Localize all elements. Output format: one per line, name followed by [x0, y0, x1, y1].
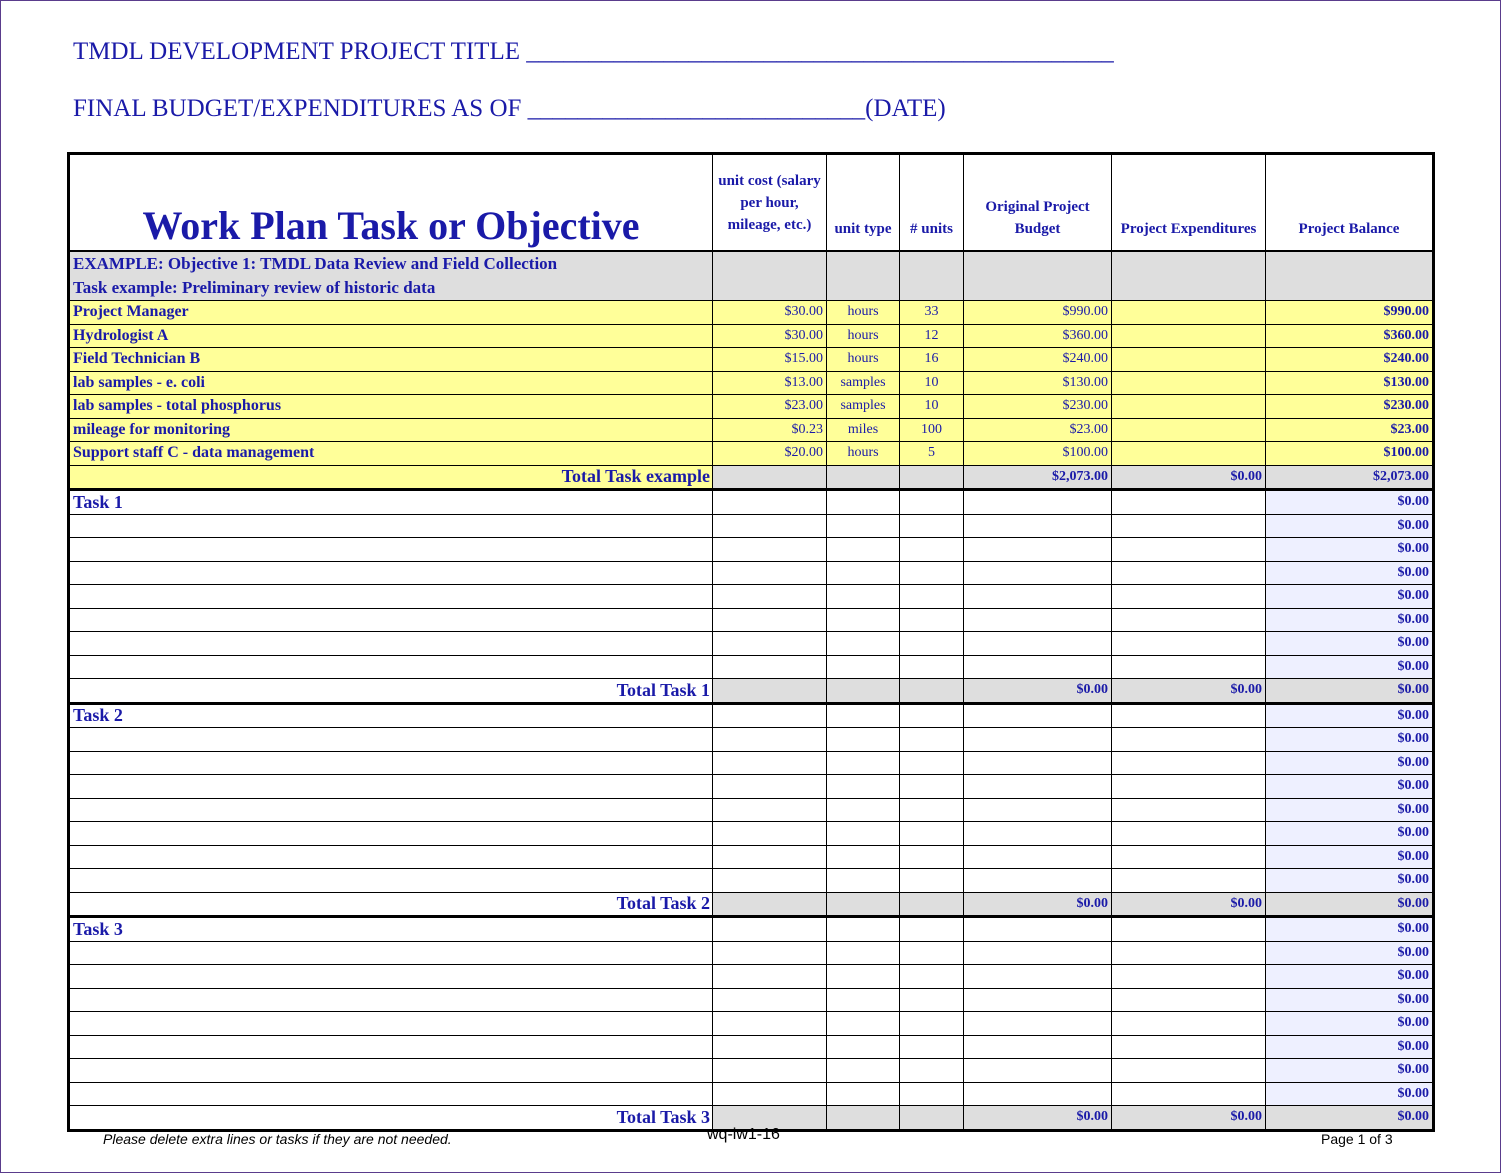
line-item-label[interactable]: [69, 514, 713, 538]
budget-cell[interactable]: [964, 514, 1112, 538]
line-item-label[interactable]: [69, 608, 713, 632]
line-item-label[interactable]: [69, 1059, 713, 1083]
budget-cell[interactable]: [964, 917, 1112, 942]
unit-type-cell[interactable]: [827, 988, 900, 1012]
expenditures-cell[interactable]: [1112, 965, 1266, 989]
table-row: [69, 301, 1434, 325]
balance-cell: $0.00: [1266, 1082, 1434, 1106]
line-item-label[interactable]: Project Manager: [69, 301, 713, 325]
expenditures-cell[interactable]: [1112, 585, 1266, 609]
units-cell[interactable]: [900, 751, 964, 775]
expenditures-cell[interactable]: [1112, 751, 1266, 775]
expenditures-cell[interactable]: [1112, 775, 1266, 799]
total-row: [69, 892, 1434, 917]
budget-cell: $360.00: [964, 324, 1112, 348]
units-cell[interactable]: 12: [900, 324, 964, 348]
unit-type-cell[interactable]: [827, 1082, 900, 1106]
line-item-label[interactable]: [69, 798, 713, 822]
units-cell[interactable]: [900, 514, 964, 538]
balance-cell: $0.00: [1266, 988, 1434, 1012]
table-row: [69, 348, 1434, 372]
unit-cost-cell[interactable]: [713, 1035, 827, 1059]
total-label: Total Task 3: [69, 1106, 713, 1131]
line-item-label[interactable]: Field Technician B: [69, 348, 713, 372]
empty-cell: [713, 465, 827, 490]
line-item-label[interactable]: lab samples - e. coli: [69, 371, 713, 395]
table-row: [69, 324, 1434, 348]
unit-cost-cell[interactable]: [713, 514, 827, 538]
line-item-label[interactable]: [69, 632, 713, 656]
units-cell[interactable]: [900, 538, 964, 562]
line-item-label[interactable]: Support staff C - data management: [69, 442, 713, 466]
balance-cell: $0.00: [1266, 490, 1434, 515]
task-heading-row: [69, 917, 1434, 942]
balance-cell: $0.00: [1266, 775, 1434, 799]
balance-cell: $0.00: [1266, 1035, 1434, 1059]
balance-cell: $360.00: [1266, 324, 1434, 348]
unit-type-cell[interactable]: [827, 703, 900, 728]
table-row: [69, 1082, 1434, 1106]
expenditures-cell[interactable]: [1112, 822, 1266, 846]
unit-type-cell[interactable]: [827, 869, 900, 893]
unit-type-cell[interactable]: [827, 561, 900, 585]
task-heading-row: [69, 490, 1434, 515]
total-row: [69, 465, 1434, 490]
unit-type-cell[interactable]: [827, 965, 900, 989]
unit-cost-cell[interactable]: [713, 798, 827, 822]
units-cell[interactable]: [900, 822, 964, 846]
empty-cell: [900, 465, 964, 490]
budget-cell[interactable]: [964, 869, 1112, 893]
line-item-label[interactable]: [69, 1012, 713, 1036]
empty-cell: [900, 679, 964, 704]
unit-cost-cell[interactable]: $30.00: [713, 301, 827, 325]
total-budget-cell: $0.00: [964, 679, 1112, 704]
unit-cost-cell[interactable]: [713, 490, 827, 515]
table-row: [69, 418, 1434, 442]
col-header-task: Work Plan Task or Objective: [69, 154, 713, 252]
line-item-label[interactable]: [69, 965, 713, 989]
empty-cell: [713, 679, 827, 704]
table-row: [69, 632, 1434, 656]
balance-cell: $0.00: [1266, 1012, 1434, 1036]
example-heading: [69, 251, 713, 301]
units-cell[interactable]: [900, 561, 964, 585]
total-expenditures-cell: $0.00: [1112, 465, 1266, 490]
budget-cell[interactable]: [964, 941, 1112, 965]
line-item-label[interactable]: mileage for monitoring: [69, 418, 713, 442]
expenditures-cell[interactable]: [1112, 703, 1266, 728]
unit-cost-cell[interactable]: $20.00: [713, 442, 827, 466]
line-item-label[interactable]: [69, 728, 713, 752]
task-label[interactable]: Task 1: [69, 490, 713, 515]
expenditures-cell[interactable]: [1112, 1059, 1266, 1083]
unit-cost-cell[interactable]: [713, 728, 827, 752]
total-label: Total Task example: [69, 465, 713, 490]
unit-cost-cell[interactable]: $23.00: [713, 395, 827, 419]
expenditures-cell[interactable]: [1112, 395, 1266, 419]
total-budget-cell: $2,073.00: [964, 465, 1112, 490]
expenditures-cell[interactable]: [1112, 538, 1266, 562]
unit-type-cell[interactable]: hours: [827, 324, 900, 348]
budget-table: [67, 152, 1435, 1132]
unit-type-cell[interactable]: hours: [827, 348, 900, 372]
budget-cell: $240.00: [964, 348, 1112, 372]
example-task: Task example: Preliminary review of historic data: [73, 278, 436, 297]
table-row: [69, 941, 1434, 965]
budget-cell: $130.00: [964, 371, 1112, 395]
line-item-label[interactable]: [69, 585, 713, 609]
balance-cell: $240.00: [1266, 348, 1434, 372]
total-label: Total Task 2: [69, 892, 713, 917]
units-cell[interactable]: [900, 1012, 964, 1036]
unit-type-cell[interactable]: [827, 845, 900, 869]
balance-cell: $23.00: [1266, 418, 1434, 442]
balance-cell: $230.00: [1266, 395, 1434, 419]
budget-cell[interactable]: [964, 1082, 1112, 1106]
balance-cell: $0.00: [1266, 561, 1434, 585]
units-cell[interactable]: [900, 917, 964, 942]
line-item-label[interactable]: [69, 751, 713, 775]
empty-cell: [827, 465, 900, 490]
units-cell[interactable]: [900, 585, 964, 609]
budget-cell[interactable]: [964, 1059, 1112, 1083]
total-budget-cell: $0.00: [964, 1106, 1112, 1131]
table-row: [69, 561, 1434, 585]
expenditures-cell[interactable]: [1112, 371, 1266, 395]
table-row: [69, 965, 1434, 989]
empty-cell: [900, 892, 964, 917]
unit-cost-cell[interactable]: [713, 965, 827, 989]
budget-cell: $230.00: [964, 395, 1112, 419]
units-cell[interactable]: 16: [900, 348, 964, 372]
units-cell[interactable]: [900, 703, 964, 728]
budget-cell[interactable]: [964, 798, 1112, 822]
empty-cell: [900, 1106, 964, 1131]
line-item-label[interactable]: lab samples - total phosphorus: [69, 395, 713, 419]
line-item-label[interactable]: [69, 1082, 713, 1106]
header-row: [69, 154, 1434, 252]
budget-cell[interactable]: [964, 608, 1112, 632]
total-budget-cell: $0.00: [964, 892, 1112, 917]
table-row: [69, 751, 1434, 775]
empty-cell: [827, 892, 900, 917]
expenditures-cell[interactable]: [1112, 941, 1266, 965]
table-row: [69, 1035, 1434, 1059]
table-row: [69, 988, 1434, 1012]
unit-type-cell[interactable]: [827, 775, 900, 799]
expenditures-cell[interactable]: [1112, 418, 1266, 442]
balance-cell: $0.00: [1266, 845, 1434, 869]
table-row: [69, 538, 1434, 562]
unit-type-cell[interactable]: [827, 514, 900, 538]
example-header-row: [69, 251, 1434, 301]
balance-cell: $0.00: [1266, 585, 1434, 609]
unit-cost-cell[interactable]: [713, 1059, 827, 1083]
unit-cost-cell[interactable]: [713, 869, 827, 893]
units-cell[interactable]: [900, 655, 964, 679]
line-item-label[interactable]: [69, 845, 713, 869]
empty-cell: [827, 679, 900, 704]
unit-cost-cell[interactable]: [713, 941, 827, 965]
balance-cell: $0.00: [1266, 1059, 1434, 1083]
balance-cell: $0.00: [1266, 822, 1434, 846]
budget-cell: $100.00: [964, 442, 1112, 466]
col-header-unit-cost: unit cost (salary per hour, mileage, etc.): [713, 154, 827, 252]
unit-type-cell[interactable]: [827, 941, 900, 965]
table-row: [69, 1059, 1434, 1083]
unit-cost-cell[interactable]: [713, 845, 827, 869]
balance-cell: $100.00: [1266, 442, 1434, 466]
units-cell[interactable]: [900, 845, 964, 869]
budget-date-line: FINAL BUDGET/EXPENDITURES AS OF ___________________________(DATE): [73, 95, 946, 122]
line-item-label[interactable]: [69, 941, 713, 965]
unit-cost-cell[interactable]: [713, 775, 827, 799]
unit-type-cell[interactable]: [827, 655, 900, 679]
budget-cell[interactable]: [964, 775, 1112, 799]
budget-cell[interactable]: [964, 728, 1112, 752]
budget-cell[interactable]: [964, 490, 1112, 515]
unit-cost-cell[interactable]: [713, 1012, 827, 1036]
units-cell[interactable]: [900, 775, 964, 799]
balance-cell: $0.00: [1266, 608, 1434, 632]
budget-cell: $23.00: [964, 418, 1112, 442]
budget-cell[interactable]: [964, 822, 1112, 846]
expenditures-cell[interactable]: [1112, 988, 1266, 1012]
col-header-expenditures: Project Expenditures: [1112, 154, 1266, 252]
col-header-budget: Original Project Budget: [964, 154, 1112, 252]
unit-type-cell[interactable]: hours: [827, 442, 900, 466]
budget-cell[interactable]: [964, 965, 1112, 989]
total-expenditures-cell: $0.00: [1112, 892, 1266, 917]
budget-cell[interactable]: [964, 561, 1112, 585]
units-cell[interactable]: [900, 941, 964, 965]
expenditures-cell[interactable]: [1112, 632, 1266, 656]
table-row: [69, 395, 1434, 419]
units-cell[interactable]: [900, 869, 964, 893]
line-item-label[interactable]: [69, 538, 713, 562]
table-row: [69, 655, 1434, 679]
unit-type-cell[interactable]: [827, 490, 900, 515]
line-item-label[interactable]: [69, 869, 713, 893]
expenditures-cell[interactable]: [1112, 324, 1266, 348]
project-title-line: TMDL DEVELOPMENT PROJECT TITLE _______________________________________________: [73, 38, 1114, 65]
task-heading-row: [69, 703, 1434, 728]
balance-cell: $0.00: [1266, 538, 1434, 562]
unit-cost-cell[interactable]: $13.00: [713, 371, 827, 395]
total-balance-cell: $2,073.00: [1266, 465, 1434, 490]
unit-cost-cell[interactable]: [713, 538, 827, 562]
unit-cost-cell[interactable]: [713, 585, 827, 609]
units-cell[interactable]: 100: [900, 418, 964, 442]
units-cell[interactable]: [900, 728, 964, 752]
budget-cell[interactable]: [964, 655, 1112, 679]
table-row: [69, 822, 1434, 846]
footer-form-code: wq-iw1-16: [707, 1126, 780, 1143]
unit-type-cell[interactable]: [827, 632, 900, 656]
unit-type-cell[interactable]: [827, 1059, 900, 1083]
task-label[interactable]: Task 3: [69, 917, 713, 942]
budget-cell[interactable]: [964, 585, 1112, 609]
footer-page-number: Page 1 of 3: [1321, 1131, 1393, 1147]
balance-cell: $130.00: [1266, 371, 1434, 395]
budget-cell[interactable]: [964, 1035, 1112, 1059]
unit-type-cell[interactable]: samples: [827, 371, 900, 395]
table-row: [69, 798, 1434, 822]
total-label: Total Task 1: [69, 679, 713, 704]
table-row: [69, 608, 1434, 632]
table-row: [69, 371, 1434, 395]
units-cell[interactable]: [900, 1082, 964, 1106]
total-row: [69, 679, 1434, 704]
line-item-label[interactable]: Hydrologist A: [69, 324, 713, 348]
expenditures-cell[interactable]: [1112, 608, 1266, 632]
budget-cell: $990.00: [964, 301, 1112, 325]
unit-type-cell[interactable]: [827, 538, 900, 562]
budget-cell[interactable]: [964, 1012, 1112, 1036]
balance-cell: $0.00: [1266, 965, 1434, 989]
unit-cost-cell[interactable]: [713, 822, 827, 846]
unit-type-cell[interactable]: samples: [827, 395, 900, 419]
balance-cell: $0.00: [1266, 869, 1434, 893]
total-balance-cell: $0.00: [1266, 1106, 1434, 1131]
unit-cost-cell[interactable]: [713, 632, 827, 656]
unit-type-cell[interactable]: [827, 822, 900, 846]
units-cell[interactable]: [900, 798, 964, 822]
expenditures-cell[interactable]: [1112, 514, 1266, 538]
balance-cell: $0.00: [1266, 632, 1434, 656]
line-item-label[interactable]: [69, 655, 713, 679]
line-item-label[interactable]: [69, 822, 713, 846]
unit-type-cell[interactable]: [827, 1035, 900, 1059]
expenditures-cell[interactable]: [1112, 490, 1266, 515]
line-item-label[interactable]: [69, 1035, 713, 1059]
empty-cell: [827, 1106, 900, 1131]
balance-cell: $0.00: [1266, 917, 1434, 942]
units-cell[interactable]: [900, 632, 964, 656]
balance-cell: $0.00: [1266, 703, 1434, 728]
unit-cost-cell[interactable]: [713, 751, 827, 775]
total-expenditures-cell: $0.00: [1112, 1106, 1266, 1131]
expenditures-cell[interactable]: [1112, 728, 1266, 752]
col-header-units: # units: [900, 154, 964, 252]
expenditures-cell[interactable]: [1112, 1035, 1266, 1059]
balance-cell: $0.00: [1266, 728, 1434, 752]
budget-cell[interactable]: [964, 751, 1112, 775]
budget-cell[interactable]: [964, 988, 1112, 1012]
expenditures-cell[interactable]: [1112, 561, 1266, 585]
unit-type-cell[interactable]: hours: [827, 301, 900, 325]
units-cell[interactable]: 10: [900, 395, 964, 419]
unit-type-cell[interactable]: [827, 751, 900, 775]
balance-cell: $0.00: [1266, 941, 1434, 965]
balance-cell: $0.00: [1266, 655, 1434, 679]
task-label[interactable]: Task 2: [69, 703, 713, 728]
unit-cost-cell[interactable]: [713, 703, 827, 728]
unit-cost-cell[interactable]: [713, 988, 827, 1012]
unit-type-cell[interactable]: [827, 585, 900, 609]
table-row: [69, 585, 1434, 609]
unit-type-cell[interactable]: [827, 917, 900, 942]
balance-cell: $990.00: [1266, 301, 1434, 325]
expenditures-cell[interactable]: [1112, 348, 1266, 372]
unit-cost-cell[interactable]: $30.00: [713, 324, 827, 348]
units-cell[interactable]: [900, 1059, 964, 1083]
units-cell[interactable]: [900, 1035, 964, 1059]
expenditures-cell[interactable]: [1112, 845, 1266, 869]
line-item-label[interactable]: [69, 775, 713, 799]
table-row: [69, 845, 1434, 869]
balance-cell: $0.00: [1266, 514, 1434, 538]
units-cell[interactable]: 33: [900, 301, 964, 325]
total-balance-cell: $0.00: [1266, 679, 1434, 704]
unit-type-cell[interactable]: miles: [827, 418, 900, 442]
expenditures-cell[interactable]: [1112, 1082, 1266, 1106]
units-cell[interactable]: [900, 965, 964, 989]
unit-cost-cell[interactable]: [713, 561, 827, 585]
unit-cost-cell[interactable]: $0.23: [713, 418, 827, 442]
table-row: [69, 1012, 1434, 1036]
line-item-label[interactable]: [69, 988, 713, 1012]
units-cell[interactable]: [900, 608, 964, 632]
table-row: [69, 728, 1434, 752]
units-cell[interactable]: 10: [900, 371, 964, 395]
table-row: [69, 869, 1434, 893]
unit-type-cell[interactable]: [827, 798, 900, 822]
unit-cost-cell[interactable]: [713, 655, 827, 679]
unit-cost-cell[interactable]: [713, 917, 827, 942]
example-objective: EXAMPLE: Objective 1: TMDL Data Review and Field Collection: [73, 254, 558, 273]
footer-note: Please delete extra lines or tasks if they are not needed.: [103, 1131, 452, 1147]
expenditures-cell[interactable]: [1112, 917, 1266, 942]
units-cell[interactable]: 5: [900, 442, 964, 466]
unit-cost-cell[interactable]: $15.00: [713, 348, 827, 372]
unit-type-cell[interactable]: [827, 608, 900, 632]
unit-type-cell[interactable]: [827, 728, 900, 752]
balance-cell: $0.00: [1266, 751, 1434, 775]
units-cell[interactable]: [900, 988, 964, 1012]
expenditures-cell[interactable]: [1112, 1012, 1266, 1036]
budget-cell[interactable]: [964, 632, 1112, 656]
unit-type-cell[interactable]: [827, 1012, 900, 1036]
expenditures-cell[interactable]: [1112, 442, 1266, 466]
balance-cell: $0.00: [1266, 798, 1434, 822]
table-row: [69, 442, 1434, 466]
units-cell[interactable]: [900, 490, 964, 515]
empty-cell: [713, 892, 827, 917]
expenditures-cell[interactable]: [1112, 655, 1266, 679]
budget-cell[interactable]: [964, 845, 1112, 869]
table-row: [69, 514, 1434, 538]
expenditures-cell[interactable]: [1112, 798, 1266, 822]
budget-cell[interactable]: [964, 703, 1112, 728]
table-row: [69, 775, 1434, 799]
budget-cell[interactable]: [964, 538, 1112, 562]
total-balance-cell: $0.00: [1266, 892, 1434, 917]
line-item-label[interactable]: [69, 561, 713, 585]
expenditures-cell[interactable]: [1112, 301, 1266, 325]
col-header-balance: Project Balance: [1266, 154, 1434, 252]
unit-cost-cell[interactable]: [713, 1082, 827, 1106]
col-header-unit-type: unit type: [827, 154, 900, 252]
total-expenditures-cell: $0.00: [1112, 679, 1266, 704]
expenditures-cell[interactable]: [1112, 869, 1266, 893]
unit-cost-cell[interactable]: [713, 608, 827, 632]
